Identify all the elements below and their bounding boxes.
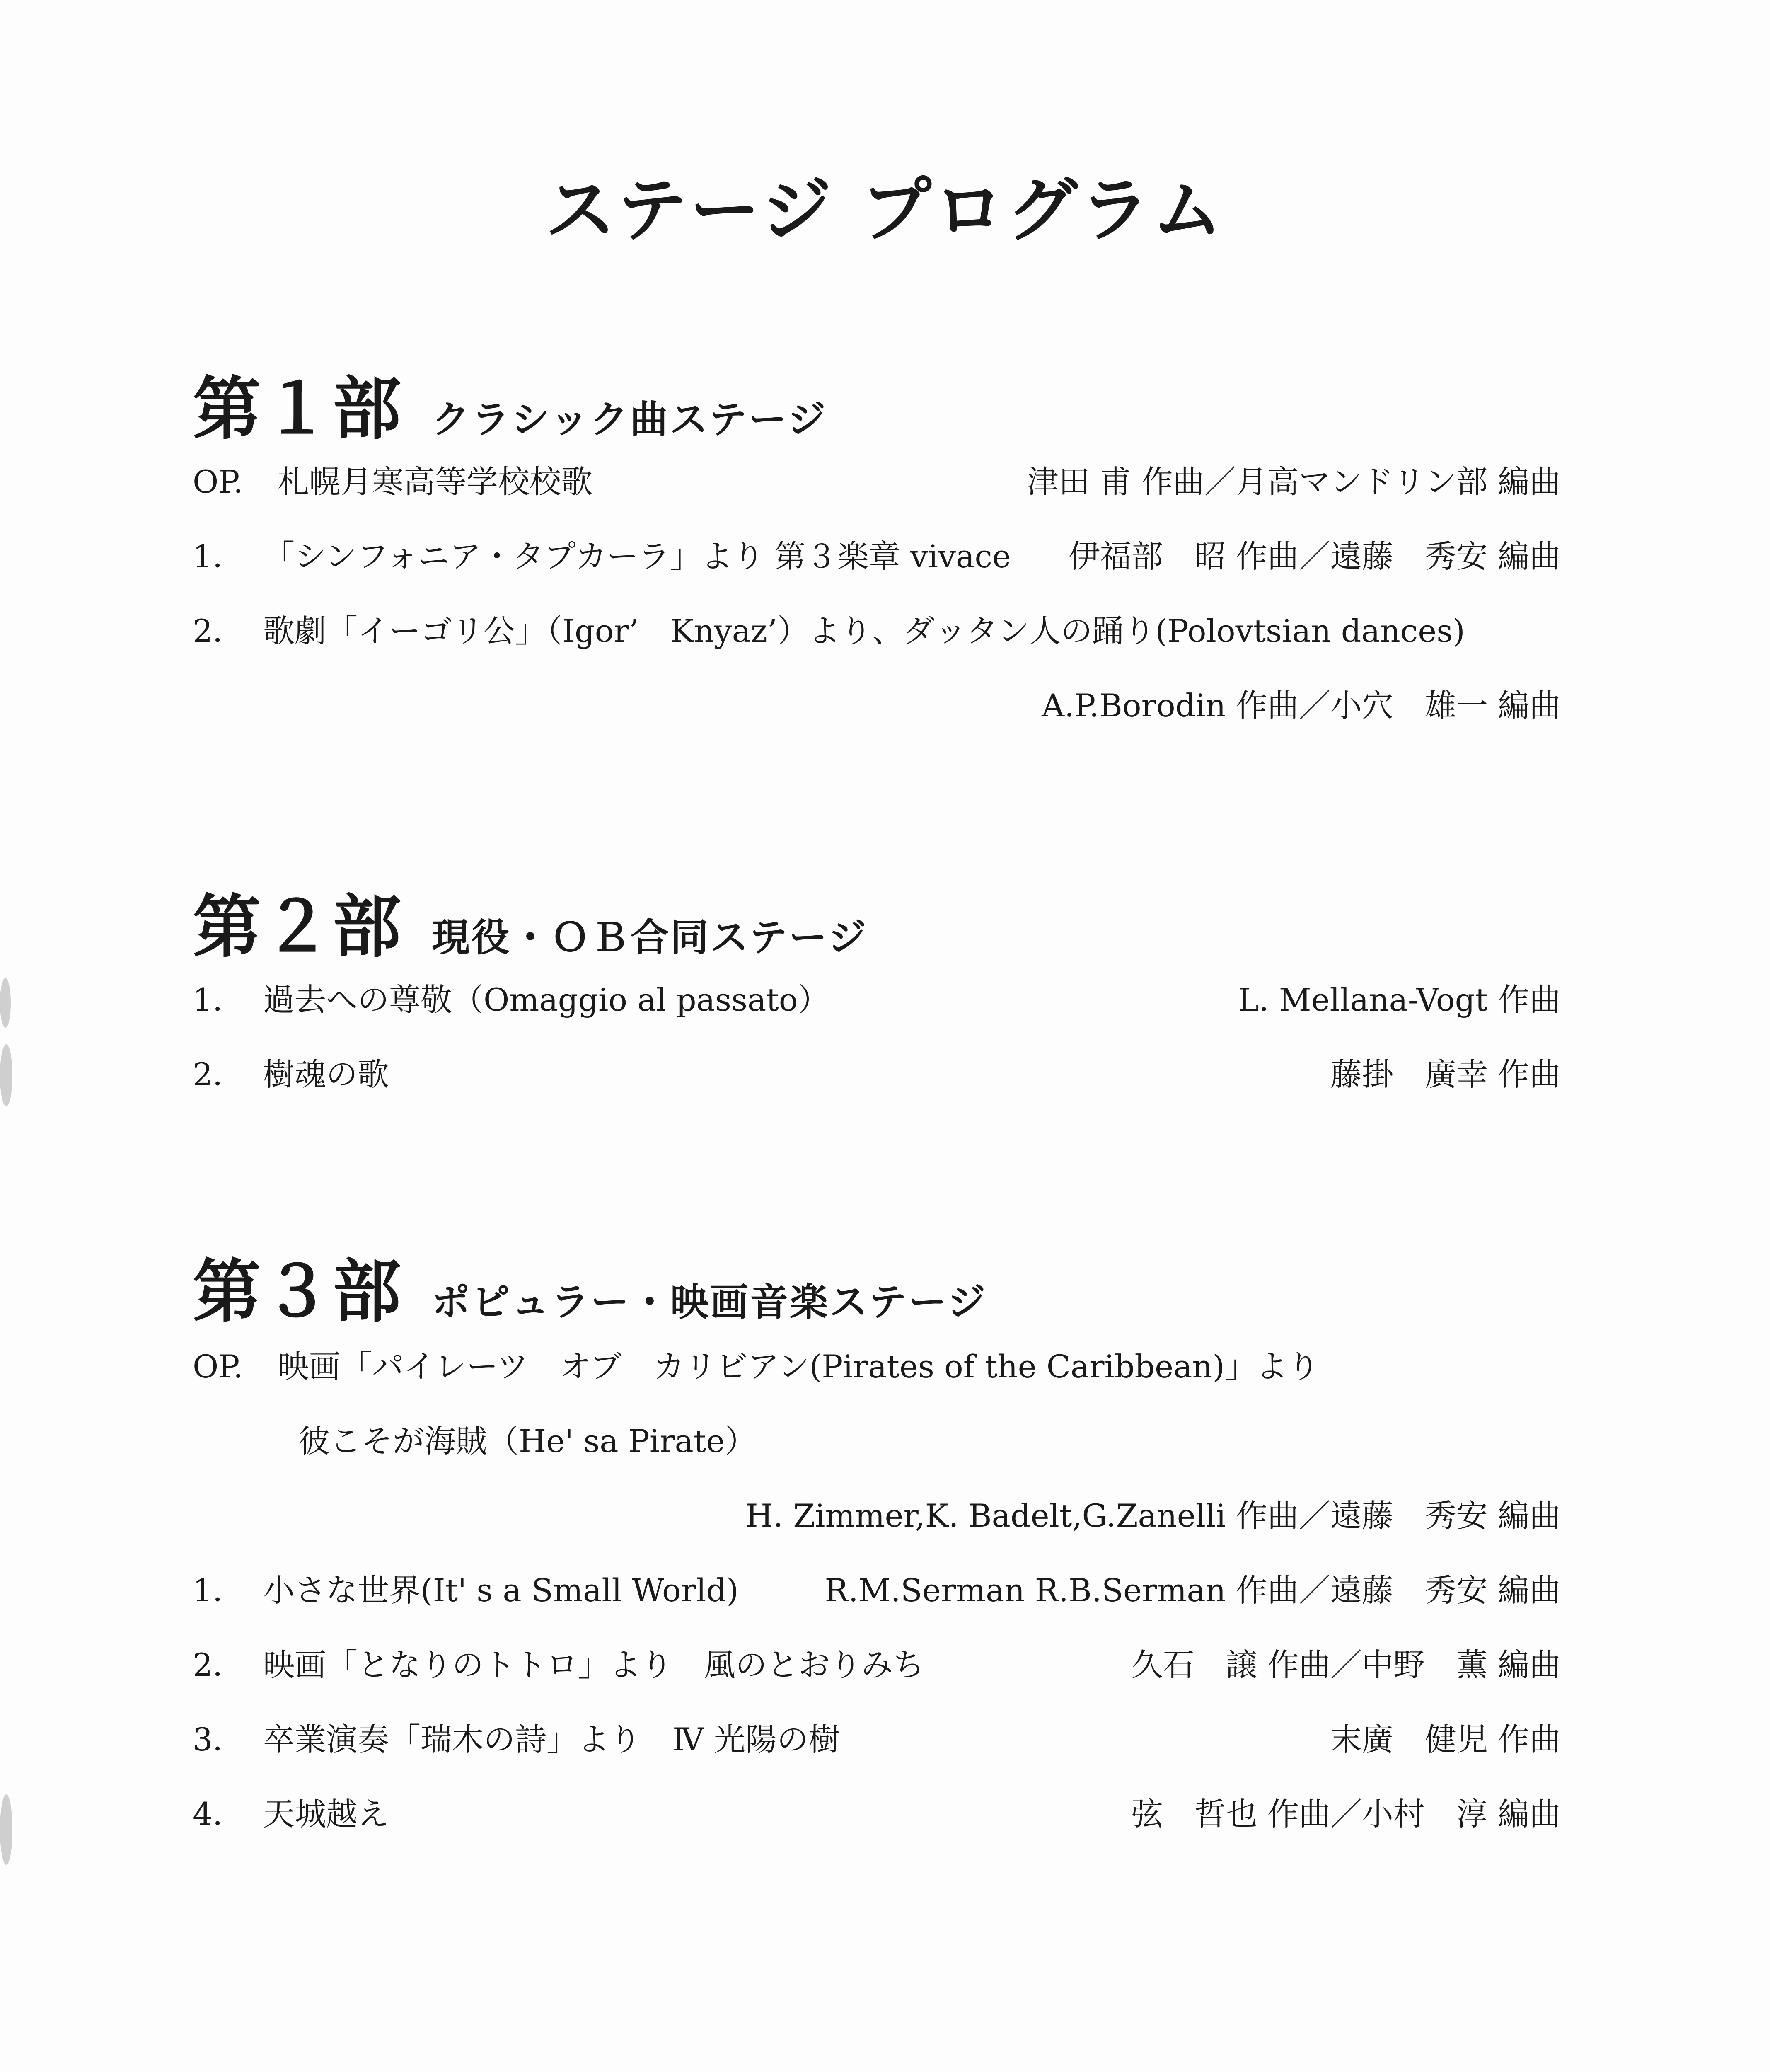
- part2-heading: [193, 872, 868, 971]
- item-title: 映画「となりのトトロ」より 風のとおりみち: [263, 1646, 924, 1683]
- part1-item-1: [193, 538, 1011, 575]
- scan-hole-mark: [0, 1044, 12, 1106]
- item-title-line2: 彼こそが海賊（He' sa Pirate）: [298, 1423, 757, 1460]
- part3-item-1: [193, 1572, 739, 1609]
- part1-number: 第１部: [193, 369, 403, 449]
- part2-item-2: [193, 1056, 389, 1093]
- item-credit: 津田 甫 作曲／月高マンドリン部 編曲: [1027, 463, 1561, 500]
- item-title: 小さな世界(It' s a Small World): [263, 1572, 739, 1609]
- item-credit: 藤掛 廣幸 作曲: [1330, 1056, 1561, 1093]
- item-title: 卒業演奏「瑞木の詩」より Ⅳ 光陽の樹: [263, 1721, 840, 1758]
- part2-item-1: [193, 981, 829, 1018]
- item-credit: 伊福部 昭 作曲／遠藤 秀安 編曲: [1068, 538, 1561, 575]
- part1-subtitle: クラシック曲ステージ: [432, 397, 827, 442]
- part3-item-op: [193, 1348, 1320, 1385]
- part3-heading: [193, 1237, 987, 1335]
- item-title: 樹魂の歌: [263, 1056, 389, 1093]
- item-credit: L. Mellana-Vogt 作曲: [1238, 981, 1561, 1018]
- item-title: 天城越え: [263, 1796, 389, 1832]
- part1-item-2: [193, 612, 1465, 649]
- part3-subtitle: ポピュラー・映画音楽ステージ: [432, 1280, 987, 1324]
- item-credit: 弦 哲也 作曲／小村 淳 編曲: [1131, 1796, 1561, 1832]
- scan-hole-mark: [0, 1794, 12, 1865]
- part2-subtitle: 現役・ＯＢ合同ステージ: [432, 915, 868, 960]
- item-credit: R.M.Serman R.B.Serman 作曲／遠藤 秀安 編曲: [825, 1572, 1561, 1609]
- item-credit: A.P.Borodin 作曲／小穴 雄一 編曲: [1042, 687, 1561, 724]
- item-label: 2．: [193, 612, 244, 649]
- part3-item-2: [193, 1646, 924, 1683]
- part1-heading: [193, 354, 827, 453]
- item-label: 2．: [193, 1646, 244, 1683]
- part3-number: 第３部: [193, 1252, 403, 1331]
- item-label: OP.: [193, 1348, 244, 1385]
- item-credit: 久石 譲 作曲／中野 薫 編曲: [1131, 1646, 1561, 1683]
- item-title: 映画「パイレーツ オブ カリビアン(Pirates of the Caribbean)」より: [278, 1348, 1320, 1385]
- item-label: 1．: [193, 981, 244, 1018]
- item-title: 過去への尊敬（Omaggio al passato）: [263, 981, 829, 1018]
- item-credit: 末廣 健児 作曲: [1330, 1721, 1561, 1758]
- item-title: 札幌月寒高等学校校歌: [278, 463, 592, 500]
- item-label: OP.: [193, 463, 244, 500]
- part1-item-op: [193, 463, 592, 500]
- item-label: 1．: [193, 1572, 244, 1609]
- part2-number: 第２部: [193, 887, 403, 967]
- page-title: ステージ プログラム: [545, 169, 1225, 252]
- item-label: 2．: [193, 1056, 244, 1093]
- scan-hole-mark: [0, 978, 11, 1028]
- item-title: 歌劇「イーゴリ公」（Igor’ Knyaz’）より、ダッタン人の踊り(Polovtsian dances): [263, 612, 1465, 649]
- part3-item-4: [193, 1798, 389, 1830]
- item-label: 1．: [193, 538, 244, 575]
- item-credit: H. Zimmer,K. Badelt,G.Zanelli 作曲／遠藤 秀安 編曲: [745, 1497, 1561, 1534]
- part3-item-3: [193, 1721, 840, 1758]
- item-label: 4．: [193, 1796, 244, 1832]
- item-title: 「シンフォニア・タプカーラ」より 第３楽章 vivace: [263, 538, 1011, 575]
- item-label: 3．: [193, 1721, 244, 1758]
